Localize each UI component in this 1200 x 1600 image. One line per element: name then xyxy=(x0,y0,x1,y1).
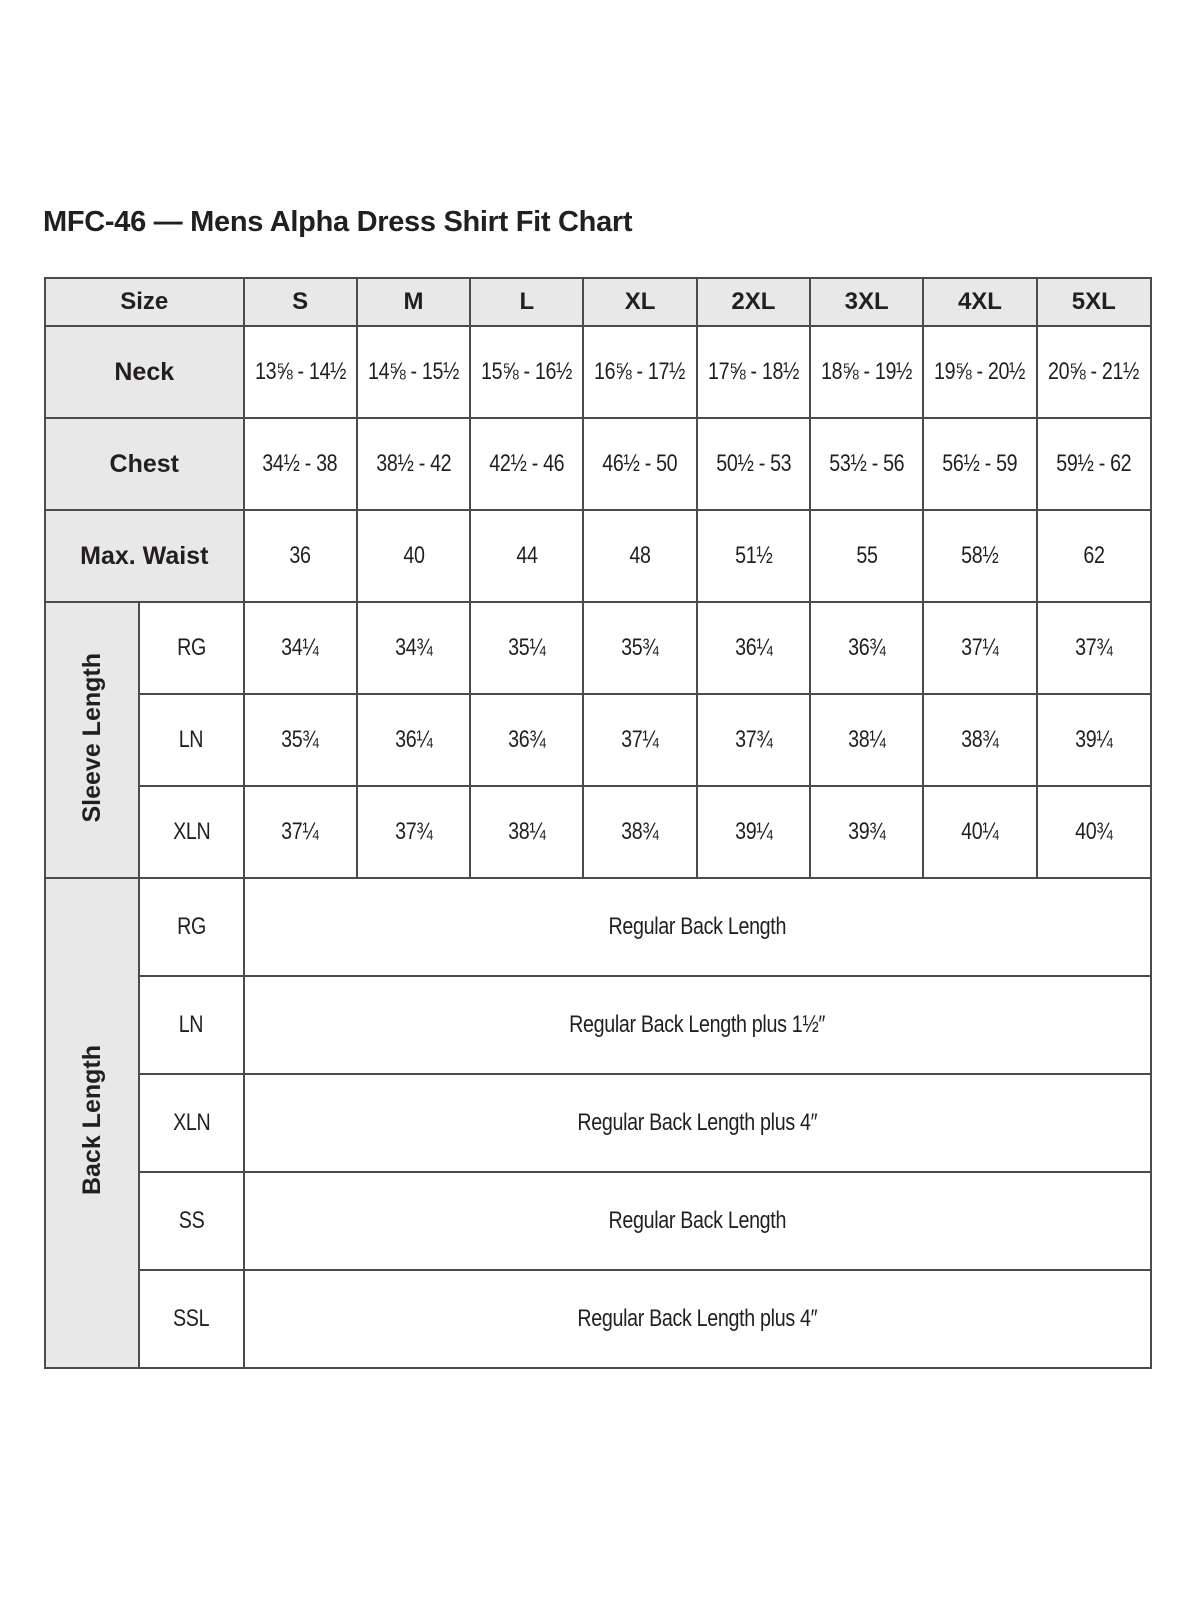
cell-value: 44 xyxy=(516,542,538,569)
cell-value: 35¾ xyxy=(621,634,659,661)
cell-value: 37¾ xyxy=(734,726,773,753)
sleeve-rg-2xl xyxy=(697,602,810,694)
cell-value: 35¾ xyxy=(281,726,319,753)
sleeve-ln-l xyxy=(470,694,583,786)
back-sublabel-rg xyxy=(139,878,243,976)
back-length-label: Back Length xyxy=(77,1045,106,1196)
cell-value: 37¼ xyxy=(621,726,659,753)
page-title: MFC-46 — Mens Alpha Dress Shirt Fit Chart xyxy=(43,206,633,238)
cell-value: 18⅝ - 19½ xyxy=(821,358,913,385)
waist-value-s xyxy=(244,510,357,602)
cell-value: Regular Back Length xyxy=(608,913,787,940)
waist-value-4xl xyxy=(923,510,1036,602)
row-label: Max. Waist xyxy=(80,541,209,570)
size-header-5xl xyxy=(1037,278,1151,326)
waist-value-l xyxy=(470,510,583,602)
sleeve-rg-row xyxy=(45,602,1151,694)
cell-value: 53½ - 56 xyxy=(829,450,905,477)
neck-value-l xyxy=(470,326,583,418)
size-header-label: L xyxy=(519,288,535,315)
sleeve-ln-row xyxy=(45,694,1151,786)
sleeve-rg-3xl xyxy=(810,602,923,694)
cell-value: 51½ xyxy=(734,542,773,569)
size-header-label: M xyxy=(403,288,424,315)
back-rg-row xyxy=(45,878,1151,976)
neck-value-3xl xyxy=(810,326,923,418)
sleeve-ln-xl xyxy=(583,694,696,786)
corner-cell-size xyxy=(45,278,244,326)
sleeve-rg-m xyxy=(357,602,470,694)
chest-value-xl xyxy=(583,418,696,510)
sleeve-xln-2xl xyxy=(697,786,810,878)
back-ssl-value xyxy=(244,1270,1151,1368)
cell-value: 46½ - 50 xyxy=(602,450,678,477)
cell-value: 38¼ xyxy=(508,818,546,845)
row-label: Neck xyxy=(114,357,175,386)
neck-value-xl xyxy=(583,326,696,418)
cell-value: 36 xyxy=(289,542,311,569)
cell-value: 39¾ xyxy=(848,818,886,845)
neck-row xyxy=(45,326,1151,418)
size-header-label: XL xyxy=(624,288,656,315)
cell-value: 19⅝ - 20½ xyxy=(934,358,1026,385)
chest-row xyxy=(45,418,1151,510)
back-ssl-row xyxy=(45,1270,1151,1368)
sleeve-xln-s xyxy=(244,786,357,878)
sleeve-xln-m xyxy=(357,786,470,878)
back-sublabel-ssl xyxy=(139,1270,243,1368)
waist-value-3xl xyxy=(810,510,923,602)
waist-value-xl xyxy=(583,510,696,602)
cell-value: Regular Back Length plus 4″ xyxy=(577,1305,818,1332)
cell-value: 17⅝ - 18½ xyxy=(707,358,799,385)
sub-label: LN xyxy=(179,1011,204,1038)
size-header-label: 2XL xyxy=(731,288,776,315)
row-label-neck xyxy=(45,326,244,418)
cell-value: Regular Back Length xyxy=(608,1207,787,1234)
neck-value-5xl xyxy=(1037,326,1151,418)
size-header-m xyxy=(357,278,470,326)
sleeve-sublabel-ln xyxy=(139,694,243,786)
section-label-sleeve-length xyxy=(45,602,139,878)
sub-label: RG xyxy=(176,913,206,940)
sleeve-ln-3xl xyxy=(810,694,923,786)
chest-value-4xl xyxy=(923,418,1036,510)
chest-value-3xl xyxy=(810,418,923,510)
back-rg-value xyxy=(244,878,1151,976)
cell-value: 37¼ xyxy=(961,634,999,661)
neck-value-4xl xyxy=(923,326,1036,418)
neck-value-s xyxy=(244,326,357,418)
sub-label: XLN xyxy=(172,1109,211,1136)
waist-value-m xyxy=(357,510,470,602)
back-sublabel-xln xyxy=(139,1074,243,1172)
sleeve-xln-5xl xyxy=(1037,786,1151,878)
cell-value: 36¼ xyxy=(734,634,773,661)
back-ln-row xyxy=(45,976,1151,1074)
cell-value: 16⅝ - 17½ xyxy=(594,358,686,385)
cell-value: 56½ - 59 xyxy=(942,450,1018,477)
cell-value: 50½ - 53 xyxy=(715,450,791,477)
cell-value: 20⅝ - 21½ xyxy=(1048,358,1140,385)
sleeve-xln-xl xyxy=(583,786,696,878)
sub-label: RG xyxy=(176,634,206,661)
cell-value: 34½ - 38 xyxy=(262,450,338,477)
cell-value: 36¾ xyxy=(848,634,886,661)
sleeve-rg-xl xyxy=(583,602,696,694)
sub-label: SSL xyxy=(173,1305,210,1332)
sleeve-ln-5xl xyxy=(1037,694,1151,786)
sleeve-xln-row xyxy=(45,786,1151,878)
sleeve-ln-2xl xyxy=(697,694,810,786)
neck-value-2xl xyxy=(697,326,810,418)
cell-value: 39¼ xyxy=(734,818,773,845)
size-header-2xl xyxy=(697,278,810,326)
back-sublabel-ss xyxy=(139,1172,243,1270)
cell-value: 40¼ xyxy=(961,818,999,845)
cell-value: 55 xyxy=(856,542,878,569)
row-label-max-waist xyxy=(45,510,244,602)
sleeve-ln-4xl xyxy=(923,694,1036,786)
cell-value: 48 xyxy=(629,542,651,569)
waist-value-2xl xyxy=(697,510,810,602)
max-waist-row xyxy=(45,510,1151,602)
cell-value: 59½ - 62 xyxy=(1056,450,1132,477)
cell-value: 38½ - 42 xyxy=(375,450,452,477)
cell-value: 42½ - 46 xyxy=(489,450,565,477)
size-header-l xyxy=(470,278,583,326)
cell-value: 15⅝ - 16½ xyxy=(481,358,573,385)
section-label-back-length xyxy=(45,878,139,1368)
cell-value: 37¼ xyxy=(281,818,319,845)
sleeve-sublabel-xln xyxy=(139,786,243,878)
back-sublabel-ln xyxy=(139,976,243,1074)
chest-value-s xyxy=(244,418,357,510)
cell-value: Regular Back Length plus 4″ xyxy=(577,1109,818,1136)
sleeve-xln-3xl xyxy=(810,786,923,878)
size-header-label: 5XL xyxy=(1071,288,1116,315)
cell-value: 14⅝ - 15½ xyxy=(367,358,460,385)
cell-value: 34¾ xyxy=(394,634,433,661)
cell-value: 36¼ xyxy=(394,726,433,753)
sleeve-length-label: Sleeve Length xyxy=(77,652,106,823)
size-header-label: 3XL xyxy=(844,288,889,315)
cell-value: 38¾ xyxy=(621,818,659,845)
cell-value: 38¼ xyxy=(848,726,886,753)
back-ss-row xyxy=(45,1172,1151,1270)
chest-value-5xl xyxy=(1037,418,1151,510)
back-xln-row xyxy=(45,1074,1151,1172)
cell-value: 40 xyxy=(402,542,425,569)
size-header-label: 4XL xyxy=(957,288,1002,315)
sleeve-rg-s xyxy=(244,602,357,694)
cell-value: 39¼ xyxy=(1075,726,1113,753)
cell-value: 34¼ xyxy=(281,634,319,661)
sleeve-sublabel-rg xyxy=(139,602,243,694)
cell-value: 40¾ xyxy=(1075,818,1113,845)
sub-label: LN xyxy=(179,726,204,753)
back-ln-value xyxy=(244,976,1151,1074)
neck-value-m xyxy=(357,326,470,418)
size-header-xl xyxy=(583,278,696,326)
cell-value: 37¾ xyxy=(394,818,433,845)
sleeve-ln-m xyxy=(357,694,470,786)
cell-value: 36¾ xyxy=(508,726,546,753)
sleeve-rg-4xl xyxy=(923,602,1036,694)
sleeve-xln-l xyxy=(470,786,583,878)
chest-value-2xl xyxy=(697,418,810,510)
chest-value-m xyxy=(357,418,470,510)
chest-value-l xyxy=(470,418,583,510)
header-row xyxy=(45,278,1151,326)
cell-value: Regular Back Length plus 1½″ xyxy=(569,1011,826,1038)
corner-label: Size xyxy=(120,288,169,315)
cell-value: 35¼ xyxy=(508,634,546,661)
sleeve-ln-s xyxy=(244,694,357,786)
sub-label: SS xyxy=(178,1207,205,1234)
cell-value: 58½ xyxy=(961,542,999,569)
sub-label: XLN xyxy=(172,818,211,845)
cell-value: 62 xyxy=(1083,542,1105,569)
size-header-s xyxy=(244,278,357,326)
size-header-label: S xyxy=(292,288,309,315)
cell-value: 38¾ xyxy=(961,726,999,753)
sleeve-xln-4xl xyxy=(923,786,1036,878)
size-header-3xl xyxy=(810,278,923,326)
row-label-chest xyxy=(45,418,244,510)
back-ss-value xyxy=(244,1172,1151,1270)
sleeve-rg-l xyxy=(470,602,583,694)
fit-chart-table xyxy=(44,277,1152,1369)
size-header-4xl xyxy=(923,278,1036,326)
cell-value: 13⅝ - 14½ xyxy=(254,358,346,385)
back-xln-value xyxy=(244,1074,1151,1172)
row-label: Chest xyxy=(109,449,179,478)
cell-value: 37¾ xyxy=(1075,634,1113,661)
sleeve-rg-5xl xyxy=(1037,602,1151,694)
waist-value-5xl xyxy=(1037,510,1151,602)
